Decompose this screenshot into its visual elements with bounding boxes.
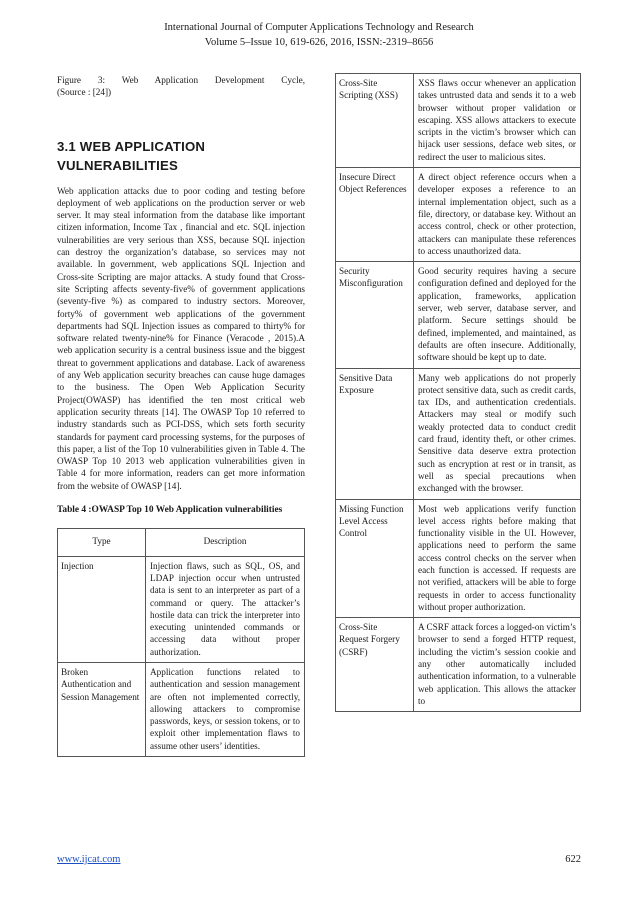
section-heading-line2: VULNERABILITIES — [57, 157, 178, 173]
row-description: XSS flaws occur whenever an application takes untrusted data and sends it to a web browser without proper validation or escaping. XSS allows attackers to execute scripts in the victim’s browser which can hijack user sessions, deface web sites, or redirect the user to malicious sites. — [414, 74, 581, 168]
row-description: A direct object reference occurs when a developer exposes a reference to an internal implementation object, such as a file, directory, or database key. Without an access control, check or other protection, attackers can manipulate these references to access unauthorized data. — [414, 168, 581, 262]
table-row — [336, 168, 581, 262]
issue-info: Volume 5–Issue 10, 619-626, 2016, ISSN:-2319–8656 — [204, 37, 434, 48]
journal-website-link[interactable]: www.ijcat.com — [57, 854, 121, 865]
section-heading — [57, 137, 305, 175]
section-heading-line1: 3.1 WEB APPLICATION — [57, 138, 206, 154]
row-description: Good security requires having a secure configuration defined and deployed for the application, frameworks, application server, web server, database server, and platform. Secure settings should be defined, implemented, and maintained, as defaults are often insecure. Additionally, software should be kept up to date. — [414, 262, 581, 368]
table-row — [336, 262, 581, 368]
figure-caption — [57, 74, 305, 99]
row-type: Missing Function Level Access Control — [336, 499, 414, 618]
table-header-description: Description — [146, 529, 305, 556]
row-description: A CSRF attack forces a logged-on victim’s browser to send a forged HTTP request, including the victim’s session cookie and any other automatically included authentication information, to a vulnerable web application. This allows the attacker to — [414, 618, 581, 712]
section-body-paragraph: Web application attacks due to poor coding and testing before deployment of web applications on the production server or web server. It may steal information from the database like important citizen information, Income Tax , financial and etc. SQL injection vulnerabilities are very serious than XSS, because SQL injection can destroy the organization’s database, so services may not available. In government, web applications SQL Injection and Cross-site Scripting are major attacks. A study found that Cross-site Scripting affects seventy-five% of government applications (seventy-five %) as compared to industry sectors. Moreover, forty% of government web applications of the government departments had SQL Injection issues as compared to thirty% for software related twenty-nine% for Finance (Veracode , 2015).A web application security is a central business issue and the biggest threat to government applications and database. Lack of awareness of any Web application security breaches can cause huge damages to the business. The Open Web Application Security Project(OWASP) has identified the ten most critical web application security threats [14]. The OWASP Top 10 referred to industry standards such as PCI-DSS, which sets forth security standards for payment card processing systems, for the purposes of this paper, a list of the Top 10 vulnerabilities given in Table 4. The OWASP Top 10 2013 web application vulnerabilities given in Table 4 for more information, readers can get more information from the website of OWASP [14]. — [57, 185, 305, 491]
page-number: 622 — [565, 854, 581, 865]
page-header — [0, 20, 638, 50]
table-row — [58, 556, 305, 662]
table-row — [336, 74, 581, 168]
row-description: Most web applications verify function level access rights before making that functionality visible in the UI. However, applications need to perform the same access control checks on the server when each function is accessed. If requests are not verified, attackers will be able to forge requests in order to access functionality without proper authorization. — [414, 499, 581, 618]
table-row — [336, 618, 581, 712]
table-header-type: Type — [58, 529, 146, 556]
table-title: Table 4 :OWASP Top 10 Web Application vulnerabilities — [57, 505, 283, 516]
row-type: Security Misconfiguration — [336, 262, 414, 368]
row-description: Many web applications do not properly protect sensitive data, such as credit cards, tax IDs, and authentication credentials. Attackers may steal or modify such weakly protected data to conduct credit card fraud, identity theft, or other crimes. Sensitive data deserve extra protection such as encryption at rest or in transit, as well as special precautions when exchanged with the browser. — [414, 368, 581, 499]
row-type: Insecure Direct Object References — [336, 168, 414, 262]
table-row — [336, 499, 581, 618]
row-type: Cross-Site Request Forgery (CSRF) — [336, 618, 414, 712]
table-row — [336, 368, 581, 499]
row-type: Broken Authentication and Session Management — [58, 662, 146, 756]
row-description: Injection flaws, such as SQL, OS, and LDAP injection occur when untrusted data is sent to an interpreter as part of a command or query. The attacker’s hostile data can trick the interpreter into executing unintended commands or accessing data without proper authorization. — [146, 556, 305, 662]
left-column — [57, 74, 305, 757]
row-type: Sensitive Data Exposure — [336, 368, 414, 499]
row-type: Injection — [58, 556, 146, 662]
figure-caption-source: (Source : [24]) — [57, 87, 112, 98]
table-row — [58, 662, 305, 756]
vulnerabilities-table-part1 — [57, 528, 305, 757]
right-column — [335, 73, 581, 712]
table-header-row — [58, 529, 305, 556]
figure-caption-line1: Figure 3: Web Application Development Cycle, — [57, 75, 305, 85]
row-description: Application functions related to authentication and session management are often not implemented correctly, allowing attackers to compromise passwords, keys, or session tokens, or to exploit other implementation flaws to assume other users’ identities. — [146, 662, 305, 756]
journal-title: International Journal of Computer Applications Technology and Research — [164, 22, 474, 33]
row-type: Cross-Site Scripting (XSS) — [336, 74, 414, 168]
vulnerabilities-table-part2 — [335, 73, 581, 712]
